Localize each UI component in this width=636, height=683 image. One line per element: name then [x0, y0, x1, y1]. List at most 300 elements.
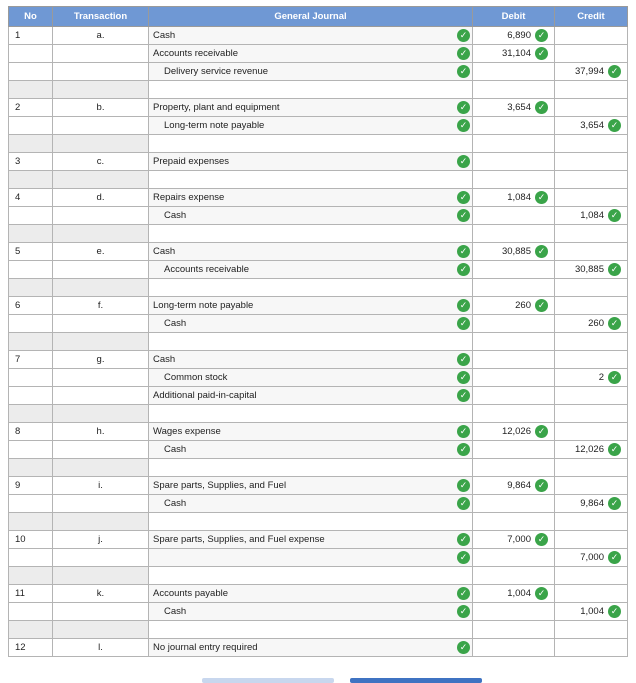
entry-number: 10	[9, 531, 53, 549]
account-name: Cash	[153, 246, 176, 257]
account-select[interactable]	[149, 243, 472, 260]
empty-cell	[555, 135, 628, 153]
debit-amount: 1,084	[507, 192, 531, 203]
empty-cell	[53, 621, 149, 639]
debit-cell[interactable]	[473, 387, 555, 405]
entry-number: 1	[9, 27, 53, 45]
debit-cell[interactable]	[473, 243, 555, 261]
debit-input[interactable]	[477, 261, 550, 278]
account-cell[interactable]	[149, 189, 473, 207]
check-circle-icon: ✓	[457, 479, 470, 492]
account-name: Long-term note payable	[164, 120, 265, 131]
credit-cell[interactable]	[555, 585, 628, 603]
credit-input[interactable]	[559, 297, 623, 314]
spacer-row	[9, 225, 628, 243]
account-cell[interactable]	[149, 243, 473, 261]
entry-number: 12	[9, 639, 53, 657]
debit-amount: 31,104	[501, 48, 531, 59]
empty-cell	[9, 135, 53, 153]
spacer-row	[9, 513, 628, 531]
debit-amount: 260	[515, 300, 531, 311]
credit-cell[interactable]	[555, 153, 628, 171]
account-select[interactable]	[149, 585, 472, 602]
check-circle-icon: ✓	[535, 47, 548, 60]
empty-cell	[9, 81, 53, 99]
check-circle-icon: ✓	[608, 497, 621, 510]
transaction-label	[53, 441, 149, 459]
credit-amount: 2	[598, 372, 604, 383]
debit-input[interactable]	[477, 441, 550, 458]
entry-number: 7	[9, 351, 53, 369]
transaction-label	[53, 261, 149, 279]
account-name: Cash	[164, 210, 187, 221]
entry-number	[9, 441, 53, 459]
debit-input[interactable]	[477, 297, 550, 314]
transaction-label	[53, 117, 149, 135]
empty-cell	[53, 459, 149, 477]
check-circle-icon: ✓	[457, 29, 470, 42]
account-cell[interactable]	[149, 297, 473, 315]
empty-cell	[149, 81, 473, 99]
empty-cell	[473, 279, 555, 297]
credit-input[interactable]	[559, 207, 623, 224]
account-cell[interactable]	[149, 495, 473, 513]
credit-input[interactable]	[559, 423, 623, 440]
account-cell[interactable]	[149, 423, 473, 441]
empty-cell	[473, 171, 555, 189]
account-select[interactable]	[149, 45, 472, 62]
debit-input[interactable]	[477, 243, 550, 260]
transaction-label: g.	[53, 351, 149, 369]
debit-cell[interactable]	[473, 351, 555, 369]
check-circle-icon: ✓	[535, 191, 548, 204]
credit-input[interactable]	[559, 639, 623, 656]
header-general-journal: General Journal	[149, 7, 473, 27]
check-circle-icon: ✓	[535, 587, 548, 600]
empty-cell	[555, 621, 628, 639]
empty-cell	[53, 333, 149, 351]
empty-cell	[9, 405, 53, 423]
debit-cell[interactable]	[473, 585, 555, 603]
debit-cell[interactable]	[473, 531, 555, 549]
credit-cell[interactable]	[555, 99, 628, 117]
credit-input[interactable]	[559, 387, 623, 404]
debit-amount: 30,885	[501, 246, 531, 257]
check-circle-icon: ✓	[457, 497, 470, 510]
credit-cell[interactable]	[555, 117, 628, 135]
credit-amount: 3,654	[580, 120, 604, 131]
account-select[interactable]	[149, 297, 472, 314]
journal-row	[9, 477, 628, 495]
spacer-row	[9, 135, 628, 153]
debit-input[interactable]	[477, 423, 550, 440]
debit-input[interactable]	[477, 63, 550, 80]
empty-cell	[9, 567, 53, 585]
account-cell[interactable]	[149, 117, 473, 135]
journal-row	[9, 261, 628, 279]
debit-cell[interactable]	[473, 153, 555, 171]
debit-cell[interactable]	[473, 117, 555, 135]
empty-cell	[555, 171, 628, 189]
check-circle-icon: ✓	[457, 65, 470, 78]
journal-row	[9, 207, 628, 225]
check-circle-icon: ✓	[457, 317, 470, 330]
account-select[interactable]	[149, 207, 472, 224]
entry-number	[9, 207, 53, 225]
credit-input[interactable]	[559, 63, 623, 80]
account-cell[interactable]	[149, 351, 473, 369]
empty-cell	[53, 513, 149, 531]
check-circle-icon: ✓	[535, 245, 548, 258]
check-circle-icon: ✓	[608, 443, 621, 456]
account-select[interactable]	[149, 477, 472, 494]
debit-input[interactable]	[477, 639, 550, 656]
journal-row	[9, 45, 628, 63]
spacer-row	[9, 621, 628, 639]
debit-cell[interactable]	[473, 549, 555, 567]
account-select[interactable]	[149, 261, 472, 278]
account-cell[interactable]	[149, 27, 473, 45]
account-cell[interactable]	[149, 639, 473, 657]
debit-cell[interactable]	[473, 189, 555, 207]
credit-cell[interactable]	[555, 207, 628, 225]
empty-cell	[53, 279, 149, 297]
check-circle-icon: ✓	[457, 263, 470, 276]
transaction-label	[53, 495, 149, 513]
journal-table	[8, 6, 628, 657]
credit-amount: 9,864	[580, 498, 604, 509]
account-select[interactable]	[149, 117, 472, 134]
debit-input[interactable]	[477, 189, 550, 206]
check-circle-icon: ✓	[608, 209, 621, 222]
empty-cell	[9, 513, 53, 531]
account-name: Accounts payable	[153, 588, 228, 599]
credit-input[interactable]	[559, 585, 623, 602]
account-select[interactable]	[149, 351, 472, 368]
debit-cell[interactable]	[473, 603, 555, 621]
journal-row	[9, 549, 628, 567]
account-name: Common stock	[164, 372, 228, 383]
entry-number: 5	[9, 243, 53, 261]
credit-cell[interactable]	[555, 495, 628, 513]
check-circle-icon: ✓	[457, 155, 470, 168]
account-cell[interactable]	[149, 387, 473, 405]
empty-cell	[473, 513, 555, 531]
check-circle-icon: ✓	[457, 47, 470, 60]
debit-cell[interactable]	[473, 369, 555, 387]
debit-input[interactable]	[477, 153, 550, 170]
account-select[interactable]	[149, 531, 472, 548]
account-select[interactable]	[149, 63, 472, 80]
credit-cell[interactable]	[555, 63, 628, 81]
credit-input[interactable]	[559, 351, 623, 368]
empty-cell	[149, 405, 473, 423]
account-cell[interactable]	[149, 585, 473, 603]
account-name: Repairs expense	[153, 192, 225, 203]
account-cell[interactable]	[149, 369, 473, 387]
journal-row	[9, 639, 628, 657]
account-select[interactable]	[149, 27, 472, 44]
check-circle-icon: ✓	[608, 371, 621, 384]
spacer-row	[9, 567, 628, 585]
debit-cell[interactable]	[473, 63, 555, 81]
credit-input[interactable]	[559, 189, 623, 206]
account-select[interactable]	[149, 189, 472, 206]
spacer-row	[9, 459, 628, 477]
credit-input[interactable]	[559, 441, 623, 458]
header-credit: Credit	[555, 7, 628, 27]
debit-input[interactable]	[477, 387, 550, 404]
debit-input[interactable]	[477, 495, 550, 512]
credit-cell[interactable]	[555, 369, 628, 387]
empty-cell	[555, 513, 628, 531]
debit-input[interactable]	[477, 531, 550, 548]
account-cell[interactable]	[149, 99, 473, 117]
empty-cell	[149, 171, 473, 189]
empty-cell	[473, 405, 555, 423]
journal-row	[9, 99, 628, 117]
credit-cell[interactable]	[555, 639, 628, 657]
credit-input[interactable]	[559, 531, 623, 548]
transaction-label: i.	[53, 477, 149, 495]
debit-amount: 7,000	[507, 534, 531, 545]
account-name: Long-term note payable	[153, 300, 254, 311]
transaction-label: f.	[53, 297, 149, 315]
credit-input[interactable]	[559, 369, 623, 386]
debit-amount: 12,026	[501, 426, 531, 437]
credit-input[interactable]	[559, 603, 623, 620]
account-cell[interactable]	[149, 441, 473, 459]
header-transaction: Transaction	[53, 7, 149, 27]
account-name: Delivery service revenue	[164, 66, 269, 77]
account-name: Cash	[164, 606, 187, 617]
credit-cell[interactable]	[555, 441, 628, 459]
debit-input[interactable]	[477, 477, 550, 494]
empty-cell	[149, 333, 473, 351]
debit-input[interactable]	[477, 27, 550, 44]
credit-cell[interactable]	[555, 603, 628, 621]
entry-number	[9, 549, 53, 567]
empty-cell	[555, 405, 628, 423]
empty-cell	[9, 171, 53, 189]
credit-cell[interactable]	[555, 261, 628, 279]
account-select[interactable]	[149, 99, 472, 116]
pager-previous[interactable]	[202, 678, 334, 683]
debit-amount: 9,864	[507, 480, 531, 491]
check-circle-icon: ✓	[457, 587, 470, 600]
debit-cell[interactable]	[473, 261, 555, 279]
transaction-label: k.	[53, 585, 149, 603]
account-select[interactable]	[149, 495, 472, 512]
transaction-label	[53, 603, 149, 621]
debit-amount: 1,004	[507, 588, 531, 599]
credit-amount: 37,994	[574, 66, 604, 77]
debit-cell[interactable]	[473, 45, 555, 63]
empty-cell	[473, 81, 555, 99]
credit-input[interactable]	[559, 549, 623, 566]
account-select[interactable]	[149, 153, 472, 170]
journal-row	[9, 585, 628, 603]
empty-cell	[555, 81, 628, 99]
debit-input[interactable]	[477, 351, 550, 368]
header-no: No	[9, 7, 53, 27]
check-circle-icon: ✓	[608, 551, 621, 564]
credit-input[interactable]	[559, 45, 623, 62]
entry-number	[9, 63, 53, 81]
header-row	[9, 7, 628, 27]
debit-cell[interactable]	[473, 423, 555, 441]
empty-cell	[473, 621, 555, 639]
debit-input[interactable]	[477, 207, 550, 224]
general-journal	[8, 6, 627, 657]
debit-input[interactable]	[477, 315, 550, 332]
account-cell[interactable]	[149, 261, 473, 279]
credit-input[interactable]	[559, 315, 623, 332]
journal-row	[9, 531, 628, 549]
debit-cell[interactable]	[473, 207, 555, 225]
transaction-label: e.	[53, 243, 149, 261]
credit-amount: 260	[588, 318, 604, 329]
credit-input[interactable]	[559, 27, 623, 44]
credit-input[interactable]	[559, 477, 623, 494]
debit-input[interactable]	[477, 603, 550, 620]
debit-cell[interactable]	[473, 315, 555, 333]
transaction-label	[53, 387, 149, 405]
credit-cell[interactable]	[555, 243, 628, 261]
account-name: Wages expense	[153, 426, 221, 437]
check-circle-icon: ✓	[457, 119, 470, 132]
credit-cell[interactable]	[555, 45, 628, 63]
check-circle-icon: ✓	[457, 605, 470, 618]
empty-cell	[555, 225, 628, 243]
credit-input[interactable]	[559, 495, 623, 512]
credit-cell[interactable]	[555, 315, 628, 333]
check-circle-icon: ✓	[608, 119, 621, 132]
entry-number	[9, 117, 53, 135]
debit-cell[interactable]	[473, 99, 555, 117]
check-circle-icon: ✓	[457, 641, 470, 654]
transaction-label	[53, 369, 149, 387]
account-cell[interactable]	[149, 531, 473, 549]
credit-cell[interactable]	[555, 297, 628, 315]
debit-cell[interactable]	[473, 495, 555, 513]
entry-number: 3	[9, 153, 53, 171]
entry-number: 4	[9, 189, 53, 207]
empty-cell	[149, 225, 473, 243]
pager-next[interactable]	[350, 678, 482, 683]
account-cell[interactable]	[149, 477, 473, 495]
account-cell[interactable]	[149, 549, 473, 567]
debit-input[interactable]	[477, 117, 550, 134]
account-select[interactable]	[149, 369, 472, 386]
empty-cell	[555, 279, 628, 297]
debit-amount: 6,890	[507, 30, 531, 41]
journal-body	[9, 27, 628, 657]
credit-cell[interactable]	[555, 531, 628, 549]
check-circle-icon: ✓	[457, 209, 470, 222]
account-select[interactable]	[149, 603, 472, 620]
check-circle-icon: ✓	[608, 605, 621, 618]
empty-cell	[9, 621, 53, 639]
credit-input[interactable]	[559, 99, 623, 116]
check-circle-icon: ✓	[457, 551, 470, 564]
debit-input[interactable]	[477, 585, 550, 602]
spacer-row	[9, 333, 628, 351]
account-cell[interactable]	[149, 315, 473, 333]
empty-cell	[473, 459, 555, 477]
entry-number: 9	[9, 477, 53, 495]
journal-row	[9, 387, 628, 405]
account-select[interactable]	[149, 423, 472, 440]
account-select[interactable]	[149, 315, 472, 332]
empty-cell	[149, 621, 473, 639]
debit-cell[interactable]	[473, 297, 555, 315]
credit-cell[interactable]	[555, 423, 628, 441]
spacer-row	[9, 279, 628, 297]
account-name: Prepaid expenses	[153, 156, 230, 167]
entry-number: 11	[9, 585, 53, 603]
check-circle-icon: ✓	[457, 389, 470, 402]
account-select[interactable]	[149, 387, 472, 404]
credit-input[interactable]	[559, 243, 623, 260]
account-select[interactable]	[149, 549, 472, 566]
transaction-label: b.	[53, 99, 149, 117]
account-cell[interactable]	[149, 207, 473, 225]
account-name: Cash	[153, 30, 176, 41]
empty-cell	[555, 459, 628, 477]
account-cell[interactable]	[149, 63, 473, 81]
account-cell[interactable]	[149, 603, 473, 621]
debit-cell[interactable]	[473, 27, 555, 45]
transaction-label	[53, 45, 149, 63]
credit-cell[interactable]	[555, 387, 628, 405]
empty-cell	[149, 279, 473, 297]
spacer-row	[9, 171, 628, 189]
empty-cell	[473, 567, 555, 585]
entry-number	[9, 603, 53, 621]
transaction-label: d.	[53, 189, 149, 207]
debit-cell[interactable]	[473, 441, 555, 459]
journal-row	[9, 243, 628, 261]
debit-input[interactable]	[477, 99, 550, 116]
debit-input[interactable]	[477, 45, 550, 62]
account-name: Cash	[164, 444, 187, 455]
credit-input[interactable]	[559, 153, 623, 170]
credit-input[interactable]	[559, 261, 623, 278]
header-debit: Debit	[473, 7, 555, 27]
credit-cell[interactable]	[555, 189, 628, 207]
account-cell[interactable]	[149, 153, 473, 171]
check-circle-icon: ✓	[457, 191, 470, 204]
journal-row	[9, 495, 628, 513]
transaction-label: l.	[53, 639, 149, 657]
debit-input[interactable]	[477, 549, 550, 566]
entry-number: 2	[9, 99, 53, 117]
debit-input[interactable]	[477, 369, 550, 386]
credit-cell[interactable]	[555, 27, 628, 45]
account-select[interactable]	[149, 441, 472, 458]
credit-input[interactable]	[559, 117, 623, 134]
credit-cell[interactable]	[555, 477, 628, 495]
account-cell[interactable]	[149, 45, 473, 63]
account-select[interactable]	[149, 639, 472, 656]
credit-cell[interactable]	[555, 351, 628, 369]
debit-cell[interactable]	[473, 477, 555, 495]
empty-cell	[53, 135, 149, 153]
credit-cell[interactable]	[555, 549, 628, 567]
debit-cell[interactable]	[473, 639, 555, 657]
account-name: Cash	[164, 318, 187, 329]
